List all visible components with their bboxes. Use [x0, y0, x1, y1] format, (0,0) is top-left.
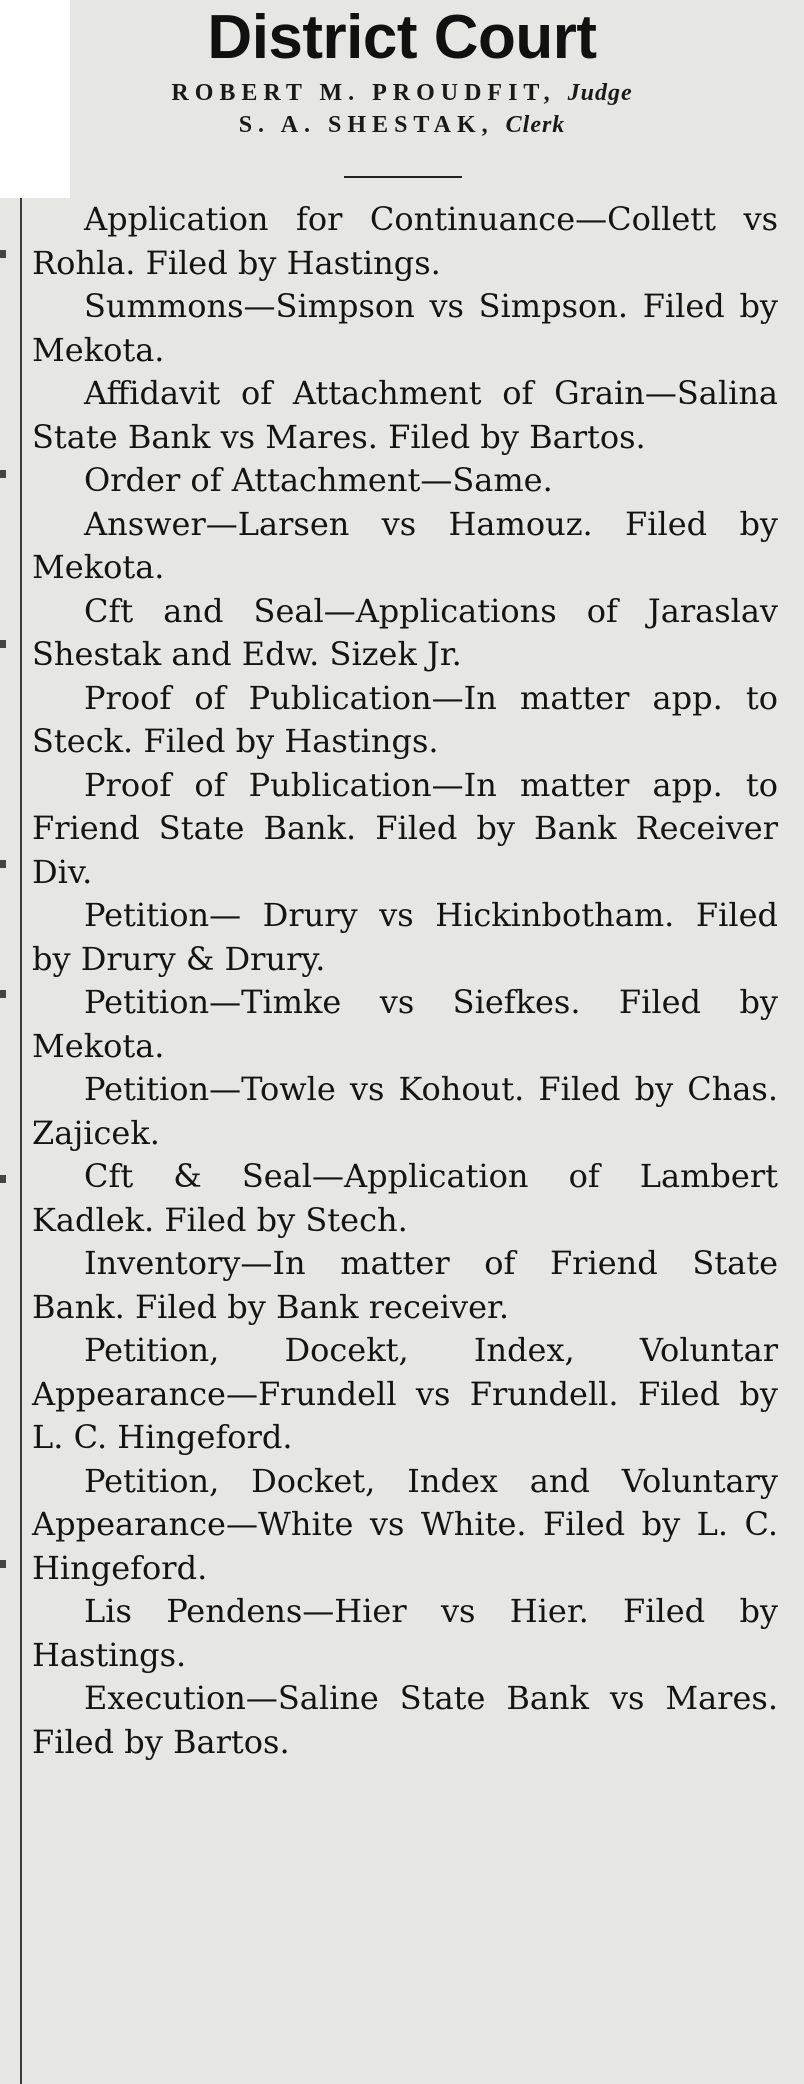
entry: Order of Attachment—Same.	[84, 461, 553, 499]
entry: Petition, Docekt, Index, Voluntar Appearance—Frundell vs Frundell. Filed by L. C. Hingeford.	[32, 1331, 778, 1456]
header-divider	[344, 176, 462, 178]
edge-mark	[0, 990, 6, 998]
column-rule	[20, 198, 22, 2084]
entry: Petition—Timke vs Siefkes. Filed by Mekota.	[32, 983, 778, 1065]
entry: Petition, Docket, Index and Voluntary Appearance—White vs White. Filed by L. C. Hingeford.	[32, 1461, 778, 1587]
judge-role: Judge	[567, 80, 633, 106]
clerk-role: Clerk	[505, 112, 566, 138]
entry: Petition—Towle vs Kohout. Filed by Chas. Zajicek.	[32, 1070, 778, 1152]
entry: Application for Continuance—Collett vs Rohla. Filed by Hastings.	[32, 200, 778, 282]
judge-line	[0, 80, 804, 107]
edge-mark	[0, 860, 6, 868]
entry: Execution—Saline State Bank vs Mares. Filed by Bartos.	[32, 1679, 778, 1761]
entry: Summons—Simpson vs Simpson. Filed by Mekota.	[32, 287, 778, 369]
edge-mark	[0, 470, 6, 478]
edge-mark	[0, 1560, 6, 1568]
entry: Answer—Larsen vs Hamouz. Filed by Mekota.	[32, 504, 778, 586]
judge-name: ROBERT M. PROUDFIT,	[171, 80, 556, 106]
entry: Cft and Seal—Applications of Jaraslav Shestak and Edw. Sizek Jr.	[32, 591, 778, 673]
clerk-name: S. A. SHESTAK,	[238, 112, 494, 138]
court-entries	[32, 198, 778, 1764]
entry: Petition— Drury vs Hickinbotham. Filed by Drury & Drury.	[32, 896, 778, 978]
edge-mark	[0, 1175, 6, 1183]
entry: Inventory—In matter of Friend State Bank. Filed by Bank receiver.	[32, 1244, 778, 1326]
entry: Affidavit of Attachment of Grain—Salina State Bank vs Mares. Filed by Bartos.	[32, 374, 778, 456]
edge-mark	[0, 640, 6, 648]
entry: Cft & Seal—Application of Lambert Kadlek. Filed by Stech.	[32, 1157, 778, 1239]
entry: Lis Pendens—Hier vs Hier. Filed by Hastings.	[32, 1592, 778, 1674]
edge-mark	[0, 250, 6, 258]
clerk-line	[0, 112, 804, 139]
entry: Proof of Publication—In matter app. to Steck. Filed by Hastings.	[32, 678, 778, 760]
entry: Proof of Publication—In matter app. to Friend State Bank. Filed by Bank Receiver Div.	[32, 765, 778, 891]
page-title: District Court	[207, 3, 597, 72]
